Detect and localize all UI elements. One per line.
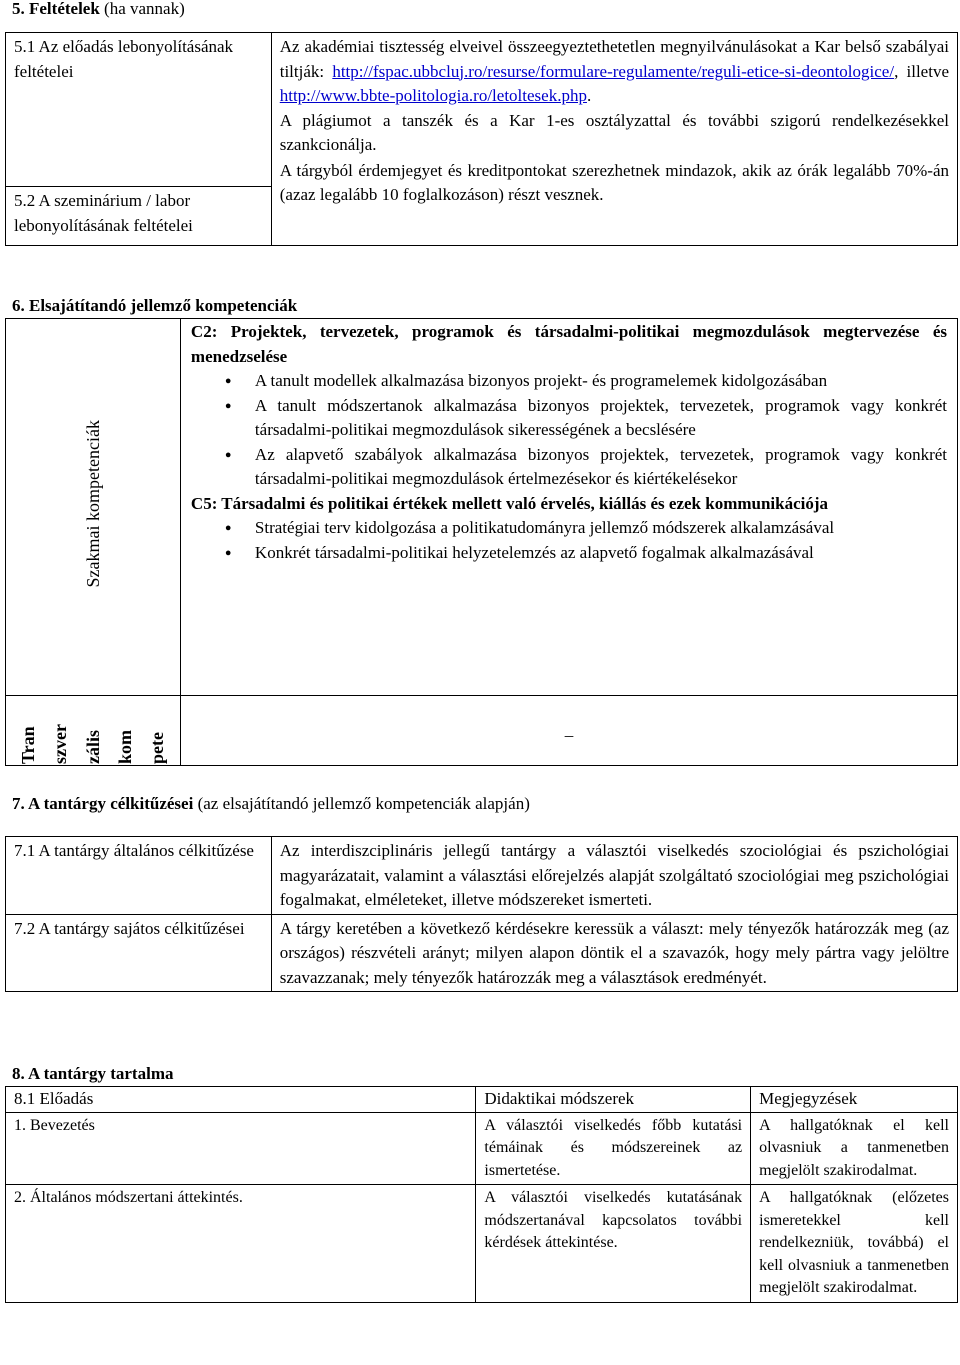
ethics-rules-link[interactable]: http://fspac.ubbcluj.ro/resurse/formulare-regulamente/reguli-etice-si-deontologice/ — [332, 61, 895, 81]
transversal-competences-label — [6, 696, 180, 764]
c2-item: ● Az alapvető szabályok alkalmazása bizonyos projektek, tervezetek, programok vagy konkrét társadalmi-politikai megmozdulások értelmezésekor és kiértékelésekor — [191, 443, 947, 492]
objective-label-cell — [6, 914, 272, 992]
section-8-heading: 8. A tantárgy tartalma — [12, 1064, 174, 1083]
didactic-method: A választói viselkedés kutatásának módszertanával kapcsolatos további kérdések áttekintése. — [484, 1189, 743, 1251]
note-cell — [751, 1185, 958, 1303]
section-7-heading — [12, 792, 530, 817]
transversal-label-part: Tran — [17, 726, 38, 764]
specific-objective-row — [6, 914, 958, 992]
lecture-topic: 1. Bevezetés — [14, 1116, 95, 1134]
section-6-heading: 6. Elsajátítandó jellemző kompetenciák — [12, 296, 298, 315]
transversal-value: _ — [564, 720, 574, 740]
objective-label-cell — [6, 837, 272, 915]
professional-content-cell — [180, 319, 957, 696]
section-5-title-note: (ha vannak) — [99, 0, 185, 18]
ethics-text-connector: , illetve — [894, 61, 949, 81]
lecture-topic: 2. Általános módszertani áttekintés. — [14, 1189, 243, 1206]
conditions-label-cell — [6, 33, 272, 187]
professional-label-cell — [6, 319, 181, 696]
table-row — [6, 1185, 958, 1303]
didactic-method: A választói viselkedés főbb kutatási témáinak és módszereinek az ismertetése. — [484, 1116, 743, 1179]
section-7-title: 7. A tantárgy célkitűzései — [12, 794, 194, 813]
lecture-conditions-text — [280, 35, 949, 109]
content-table — [5, 1086, 958, 1303]
section-7-title-note: (az elsajátítandó jellemző kompetenciák alapján) — [193, 794, 530, 813]
specific-objective-text: A tárgy keretében a következő kérdésekre keressük a választ: mely tényezők határozzák meg (az országos) részvételi arányt; milyen alapon döntik el a szavazók, hogy mely pártra vagy jelöltre szavazzanak; mely tényezők határozzák meg a választások eredményét. — [279, 918, 949, 987]
method-cell — [476, 1185, 751, 1303]
lecture-column-header: 8.1 Előadás — [14, 1089, 94, 1108]
note-cell — [751, 1112, 958, 1185]
transversal-label-part: kom — [115, 729, 136, 764]
transversal-label-cell — [6, 696, 181, 766]
c5-title: C5: Társadalmi és politikai értékek mellett való érvelés, kiállás és ezek kommunikációja — [190, 493, 829, 513]
conditions-row-lecture — [6, 33, 958, 187]
transversal-label-part: pete — [147, 732, 168, 764]
general-objective-row — [6, 837, 958, 915]
header-cell — [6, 1087, 476, 1113]
seminar-conditions-label: 5.2 A szeminárium / labor lebonyolításának feltételei — [14, 191, 193, 235]
topic-cell — [6, 1185, 476, 1303]
objective-content-cell — [271, 837, 957, 915]
general-objective-text: Az interdiszciplináris jellegű tantárgy a választói viselkedés szociológiai és pszichológiai magyarázatait, valamint a választási előrejelzés alapját szolgáltató szociológiai meg pszichológiai fogalmakat, elméleteket, illetve módszereket ismerteti. — [279, 841, 949, 909]
transversal-label-part: zális — [82, 730, 103, 764]
conditions-content-cell — [271, 33, 957, 246]
transversal-competences-row — [6, 696, 958, 766]
c2-list — [191, 369, 947, 492]
objectives-table — [5, 836, 958, 992]
lecture-conditions-label: 5.1 Az előadás lebonyolításának feltételei — [14, 37, 234, 81]
professional-competences-label: Szakmai kompetenciák — [82, 419, 103, 587]
lecture-note: A hallgatóknak el kell olvasniuk a tanmenetben megjelölt szakirodalmat. — [759, 1116, 949, 1179]
c2-title: C2: Projektek, tervezetek, programok és társadalmi-politikai megmozdulások megtervezése és menedzselése — [190, 322, 947, 366]
section-5-heading — [12, 0, 185, 22]
specific-objective-label: 7.2 A tantárgy sajátos célkitűzései — [14, 918, 245, 938]
ethics-text: Az akadémiai tisztesség elveivel összeegyeztethetetlen megnyilvánulásokat a Kar belső szabályai tiltják: — [279, 37, 949, 81]
conditions-table — [5, 32, 958, 246]
table-row — [6, 1112, 958, 1185]
objective-content-cell — [271, 914, 957, 992]
section-5-title: Feltételek — [29, 0, 100, 18]
header-cell — [476, 1087, 751, 1113]
content-table-header — [6, 1087, 958, 1113]
header-cell — [751, 1087, 958, 1113]
methods-column-header: Didaktikai módszerek — [484, 1089, 635, 1108]
topic-cell — [6, 1112, 476, 1185]
general-objective-label: 7.1 A tantárgy általános célkitűzése — [14, 841, 254, 860]
plagiarism-text: A plágiumot a tanszék és a Kar 1-es osztályzattal és további szigorú rendelkezésekkel szankcionálja. — [279, 110, 949, 154]
conditions-label-cell — [6, 187, 272, 246]
c5-item: ● Konkrét társadalmi-politikai helyzetelemzés az alapvető fogalmak alkalmazásával — [191, 541, 947, 566]
c5-item: ● Stratégiai terv kidolgozása a politikatudományra jellemző módszerek alkalamzásával — [191, 516, 947, 541]
c5-list — [191, 516, 947, 565]
seminar-conditions-text: A tárgyból érdemjegyet és kreditpontokat szerezhetnek mindazok, akik az órák legalább 70%-án (azaz legalább 10 foglalkozáson) részt vesznek. — [279, 160, 949, 204]
downloads-link[interactable]: http://www.bbte-politologia.ro/letoltesek.php — [279, 86, 587, 105]
competences-table — [5, 318, 958, 766]
notes-column-header: Megjegyzések — [759, 1089, 858, 1108]
ethics-text-end: . — [586, 86, 592, 105]
lecture-note: A hallgatóknak (előzetes ismeretekkel kell rendelkezniük, továbbá) el kell olvasniuk a tanmenetben megjelölt szakirodalmat. — [759, 1189, 949, 1296]
professional-competences-row — [6, 319, 958, 696]
transversal-content-cell — [180, 696, 957, 766]
transversal-label-part: szver — [50, 724, 71, 764]
c2-item: ● A tanult modellek alkalmazása bizonyos projekt- és programelemek kidolgozásában — [191, 369, 947, 394]
section-5-number: 5. — [12, 0, 29, 18]
method-cell — [476, 1112, 751, 1185]
c2-item: ● A tanult módszertanok alkalmazása bizonyos projektek, tervezetek, programok vagy konkrét társadalmi-politikai megmozdulások sikerességének a becslésére — [191, 394, 947, 443]
